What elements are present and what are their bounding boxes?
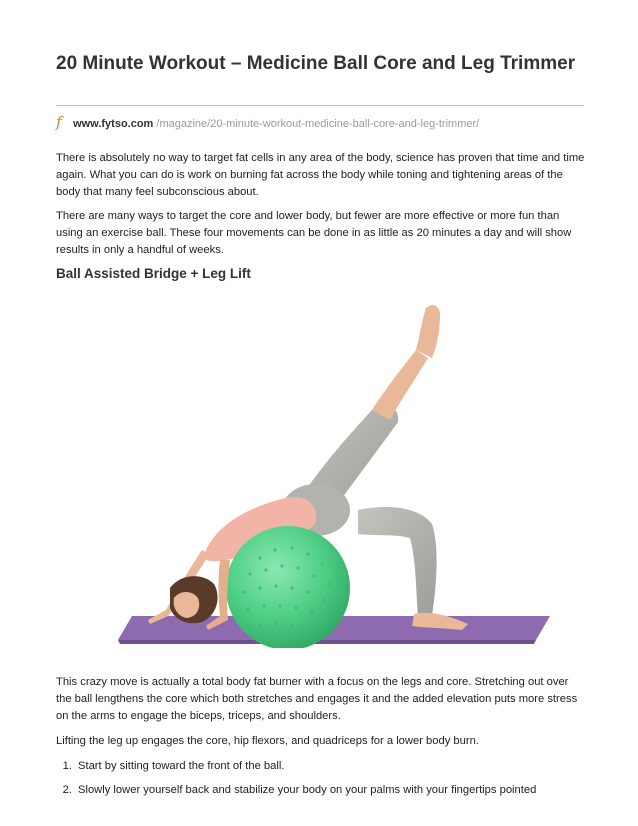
step-number: 1. [62, 760, 72, 772]
step-text: Slowly lower yourself back and stabilize your body on your palms with your fingertips pointed [78, 784, 537, 796]
list-item [56, 782, 586, 799]
intro-paragraph-1: There is absolutely no way to target fat cells in any area of the body, science has proven that time and time again. What you can do is work on burning fat across the body while toning and tightening areas of the body that many feel subconscious about. [56, 152, 585, 198]
step-text: Start by sitting toward the front of the ball. [78, 760, 285, 772]
exercise-ball [226, 526, 350, 648]
title-divider [56, 105, 584, 106]
article-title: 20 Minute Workout – Medicine Ball Core and Leg Trimmer [56, 53, 576, 74]
step-number: 2. [62, 784, 72, 796]
list-item [56, 758, 586, 775]
exercise-photo [110, 298, 560, 648]
source-domain-link[interactable]: www.fytso.com [73, 118, 154, 130]
intro-paragraph-2: There are many ways to target the core and lower body, but fewer are more effective or more fun than using an exercise ball. These four movements can be done in as little as 20 minutes a day and will show results in only a handful of weeks. [56, 210, 572, 256]
steps-list [56, 758, 586, 806]
support-leg [358, 507, 437, 618]
section-paragraph-1: This crazy move is actually a total body fat burner with a focus on the legs and core. Stretching out over the ball lengthens the core which both stretches and engages it and the added elevation puts more stress on the arms to engage the biceps, triceps, and shoulders. [56, 676, 578, 722]
fytso-f-icon: f [56, 113, 62, 131]
source-line [56, 114, 479, 132]
section-paragraph-2: Lifting the leg up engages the core, hip flexors, and quadriceps for a lower body burn. [56, 735, 479, 747]
section-heading: Ball Assisted Bridge + Leg Lift [56, 266, 251, 281]
source-path-link[interactable]: /magazine/20-minute-workout-medicine-ball-core-and-leg-trimmer/ [156, 118, 480, 130]
raised-foot [416, 305, 440, 358]
